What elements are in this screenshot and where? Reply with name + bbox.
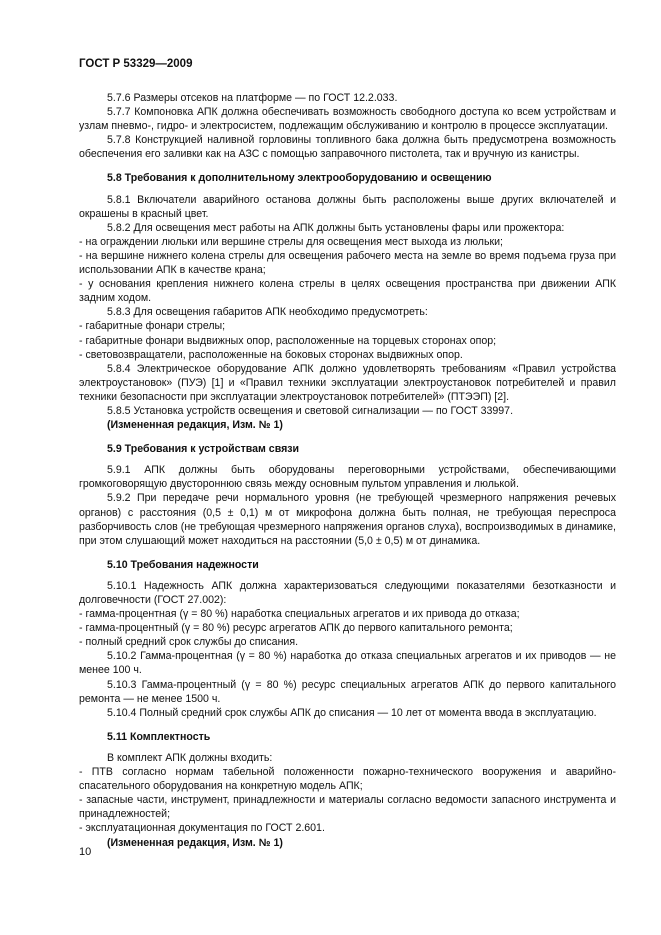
paragraph: 5.10.1 Надежность АПК должна характеризоваться следующими показателями безотказности и долговечности (ГОСТ 27.002): (79, 579, 616, 606)
amendment-note: (Измененная редакция, Изм. № 1) (107, 419, 283, 432)
paragraph: 5.10.2 Гамма-процентная (γ = 80 %) наработка до отказа специальных агрегатов и их приводов — не менее 100 ч. (79, 650, 616, 677)
section-heading: 5.8 Требования к дополнительному электрооборудованию и освещению (107, 172, 492, 185)
list-item: - габаритные фонари стрелы; (79, 320, 226, 333)
paragraph: 5.7.7 Компоновка АПК должна обеспечивать возможность свободного доступа ко всем устройствам и узлам пневмо-, гидро- и электросистем, подлежащим обслуживанию и контролю в процессе эксплуатации. (79, 106, 616, 133)
paragraph: В комплект АПК должны входить: (107, 751, 273, 764)
list-item: - гамма-процентная (γ = 80 %) наработка специальных агрегатов и их привода до отказа; (79, 608, 520, 621)
document-header: ГОСТ Р 53329—2009 (79, 58, 193, 70)
paragraph: 5.7.6 Размеры отсеков на платформе — по ГОСТ 12.2.033. (107, 92, 398, 104)
list-item: - на вершине нижнего колена стрелы для освещения рабочего места на земле во время подъема груза при использовании АПК в качестве крана; (79, 249, 616, 277)
page-number: 10 (79, 846, 92, 858)
paragraph: 5.7.8 Конструкцией наливной горловины топливного бака должна быть предусмотрена возможность обеспечения его заливки как на АЗС с помощью заправочного пистолета, так и вручную из канистры. (79, 134, 616, 161)
list-item: - гамма-процентный (γ = 80 %) ресурс агрегатов АПК до первого капитального ремонта; (79, 622, 513, 635)
paragraph: 5.10.4 Полный средний срок службы АПК до списания — 10 лет от момента ввода в эксплуатацию. (107, 706, 597, 719)
paragraph: 5.8.5 Установка устройств освещения и световой сигнализации — по ГОСТ 33997. (107, 404, 514, 417)
list-item: - ПТВ согласно нормам табельной положенности пожарно-технического вооружения и аварийно-спасательного оборудования на конкретную модель АПК; (79, 766, 616, 793)
paragraph: 5.9.1 АПК должны быть оборудованы переговорными устройствами, обеспечивающими громкоговорящую двустороннюю связь между основным пультом управления и люлькой. (79, 464, 616, 491)
paragraph: 5.8.3 Для освещения габаритов АПК необходимо предусмотреть: (107, 306, 428, 319)
section-heading: 5.10 Требования надежности (107, 558, 259, 571)
section-heading: 5.9 Требования к устройствам связи (107, 443, 300, 456)
list-item: - полный средний срок службы до списания. (79, 636, 299, 649)
list-item: - световозвращатели, расположенные на боковых сторонах выдвижных опор. (79, 348, 463, 361)
list-item: - на ограждении люльки или вершине стрелы для освещения мест выхода из люльки; (79, 235, 503, 248)
list-item: - габаритные фонари выдвижных опор, расположенные на торцевых сторонах опор; (79, 334, 497, 347)
list-item: - у основания крепления нижнего колена стрелы в целях освещения пространства при движении АПК задним ходом. (79, 278, 616, 305)
section-heading: 5.11 Комплектность (107, 730, 211, 743)
amendment-note: (Измененная редакция, Изм. № 1) (107, 836, 283, 849)
paragraph: 5.10.3 Гамма-процентный (γ = 80 %) ресурс специальных агрегатов АПК до первого капитального ремонта — не менее 1500 ч. (79, 678, 616, 705)
paragraph: 5.8.1 Включатели аварийного останова должны быть расположены выше других включателей и окрашены в красный цвет. (79, 193, 616, 220)
paragraph: 5.9.2 При передаче речи нормального уровня (не требующей чрезмерного напряжения речевых органов) с расстояния (0,5 ± 0,1) м от микрофона должна быть полная, не требующая переспроса разборчивость слов (не требующая чрезмерного напряжения органов слуха), воспроизводимых в динамике, при этом слушающий может находиться на расстоянии (5,0 ± 0,5) м от динамика. (79, 492, 616, 547)
document-body (79, 91, 616, 850)
paragraph: 5.8.4 Электрическое оборудование АПК должно удовлетворять требованиям «Правил устройства электроустановок» (ПУЭ) [1] и «Правил техники эксплуатации электроустановок потребителей и правил техники безопасности при эксплуатации электроустановок потребителей» (ПТЭЭП) [2]. (79, 362, 616, 403)
list-item: - запасные части, инструмент, принадлежности и материалы согласно ведомости запасного инструмента и принадлежностей; (79, 794, 616, 821)
list-item: - эксплуатационная документация по ГОСТ 2.601. (79, 822, 325, 835)
paragraph: 5.8.2 Для освещения мест работы на АПК должны быть установлены фары или прожектора: (107, 221, 565, 234)
